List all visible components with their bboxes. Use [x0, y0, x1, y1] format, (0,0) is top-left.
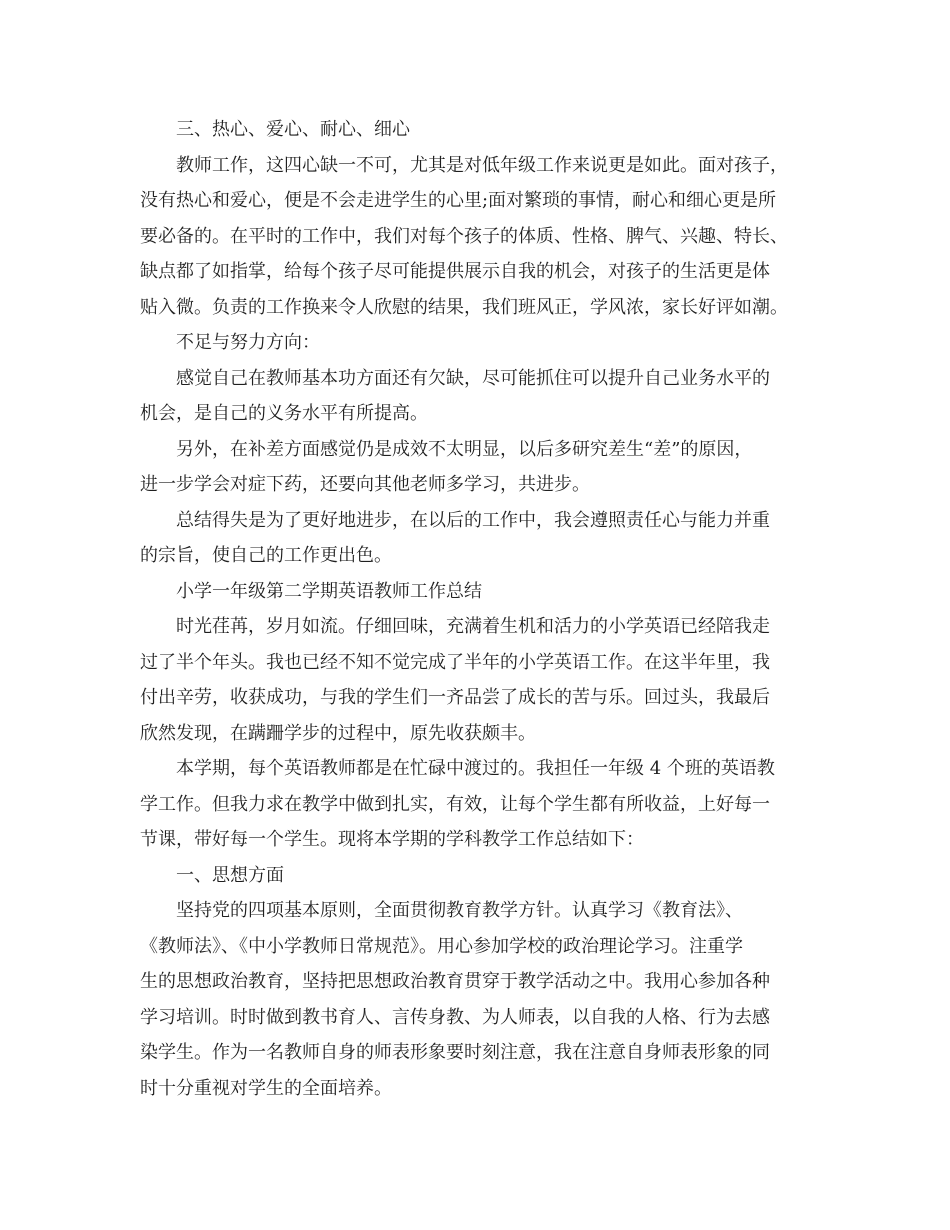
text-line: 时光荏苒，岁月如流。仔细回味，充满着生机和活力的小学英语已经陪我走 [176, 616, 770, 637]
section-heading-enthusiasm [140, 112, 808, 148]
text-line: 一、思想方面 [176, 864, 284, 886]
text-line: 过了半个年头。我也已经不知不觉完成了半年的小学英语工作。在这半年里，我 [140, 651, 770, 673]
text-line: 学习培训。时时做到教书育人、言传身教、为人师表，以自我的人格、行为去感 [140, 1006, 770, 1028]
paragraph-time-flies [140, 609, 808, 751]
text-line: 付出辛劳，收获成功，与我的学生们一齐品尝了成长的苦与乐。回过头，我最后 [140, 687, 770, 708]
text-line: 进一步学会对症下药，还要向其他老师多学习，共进步。 [140, 474, 590, 495]
text-line: 生的思想政治教育，坚持把思想政治教育贯穿于教学活动之中。我用心参加各种 [140, 971, 770, 992]
text-line: 不足与努力方向： [176, 332, 320, 353]
paragraph-remedial [140, 432, 808, 503]
text-line: 节课，带好每一个学生。现将本学期的学科教学工作总结如下： [140, 829, 644, 850]
text-line: 本学期，每个英语教师都是在忙碌中渡过的。我担任一年级 4 个班的英语教 [176, 758, 775, 779]
text-line: 感觉自己在教师基本功方面还有欠缺，尽可能抓住可以提升自己业务水平的 [176, 367, 770, 389]
text-line: 小学一年级第二学期英语教师工作总结 [176, 580, 482, 602]
text-line: 欣然发现，在蹒跚学步的过程中，原先收获颇丰。 [140, 722, 536, 744]
text-line: 《教师法》、《中小学教师日常规范》。用心参加学校的政治理论学习。注重学 [140, 935, 743, 957]
text-line: 总结得失是为了更好地进步，在以后的工作中，我会遵照责任心与能力并重 [176, 509, 770, 531]
text-line: 教师工作，这四心缺一不可，尤其是对低年级工作来说更是如此。面对孩子， [176, 154, 788, 176]
document-page [140, 112, 808, 1106]
text-line: 学工作。但我力求在教学中做到扎实，有效，让每个学生都有所收益，上好每一 [140, 793, 770, 815]
text-line: 三、热心、爱心、耐心、细心 [176, 119, 410, 140]
text-line: 贴入微。负责的工作换来令人欣慰的结果，我们班风正，学风浓，家长好评如潮。 [140, 296, 788, 318]
paragraph-summary [140, 503, 808, 574]
paragraph-basic-skills [140, 361, 808, 432]
paragraph-this-semester [140, 751, 808, 858]
text-line: 时十分重视对学生的全面培养。 [140, 1077, 392, 1099]
paragraph-four-hearts [140, 148, 808, 326]
text-line: 坚持党的四项基本原则，全面贯彻教育教学方针。认真学习《教育法》、 [176, 900, 743, 921]
text-line: 机会，是自己的义务水平有所提高。 [140, 403, 428, 424]
section-heading-shortcomings [140, 325, 808, 361]
text-line: 染学生。作为一名教师自身的师表形象要时刻注意，我在注意自身师表形象的同 [140, 1042, 770, 1063]
text-line: 没有热心和爱心，便是不会走进学生的心里;面对繁琐的事情，耐心和细心更是所 [140, 190, 777, 211]
document-subtitle [140, 574, 808, 610]
paragraph-principles [140, 893, 808, 1106]
section-heading-ideology [140, 858, 808, 894]
text-line: 要必备的。在平时的工作中，我们对每个孩子的体质、性格、脾气、兴趣、特长、 [140, 225, 788, 247]
text-line: 另外，在补差方面感觉仍是成效不太明显，以后多研究差生“差”的原因， [176, 438, 753, 460]
text-line: 缺点都了如指掌，给每个孩子尽可能提供展示自我的机会，对孩子的生活更是体 [140, 261, 770, 282]
text-line: 的宗旨，使自己的工作更出色。 [140, 545, 392, 566]
